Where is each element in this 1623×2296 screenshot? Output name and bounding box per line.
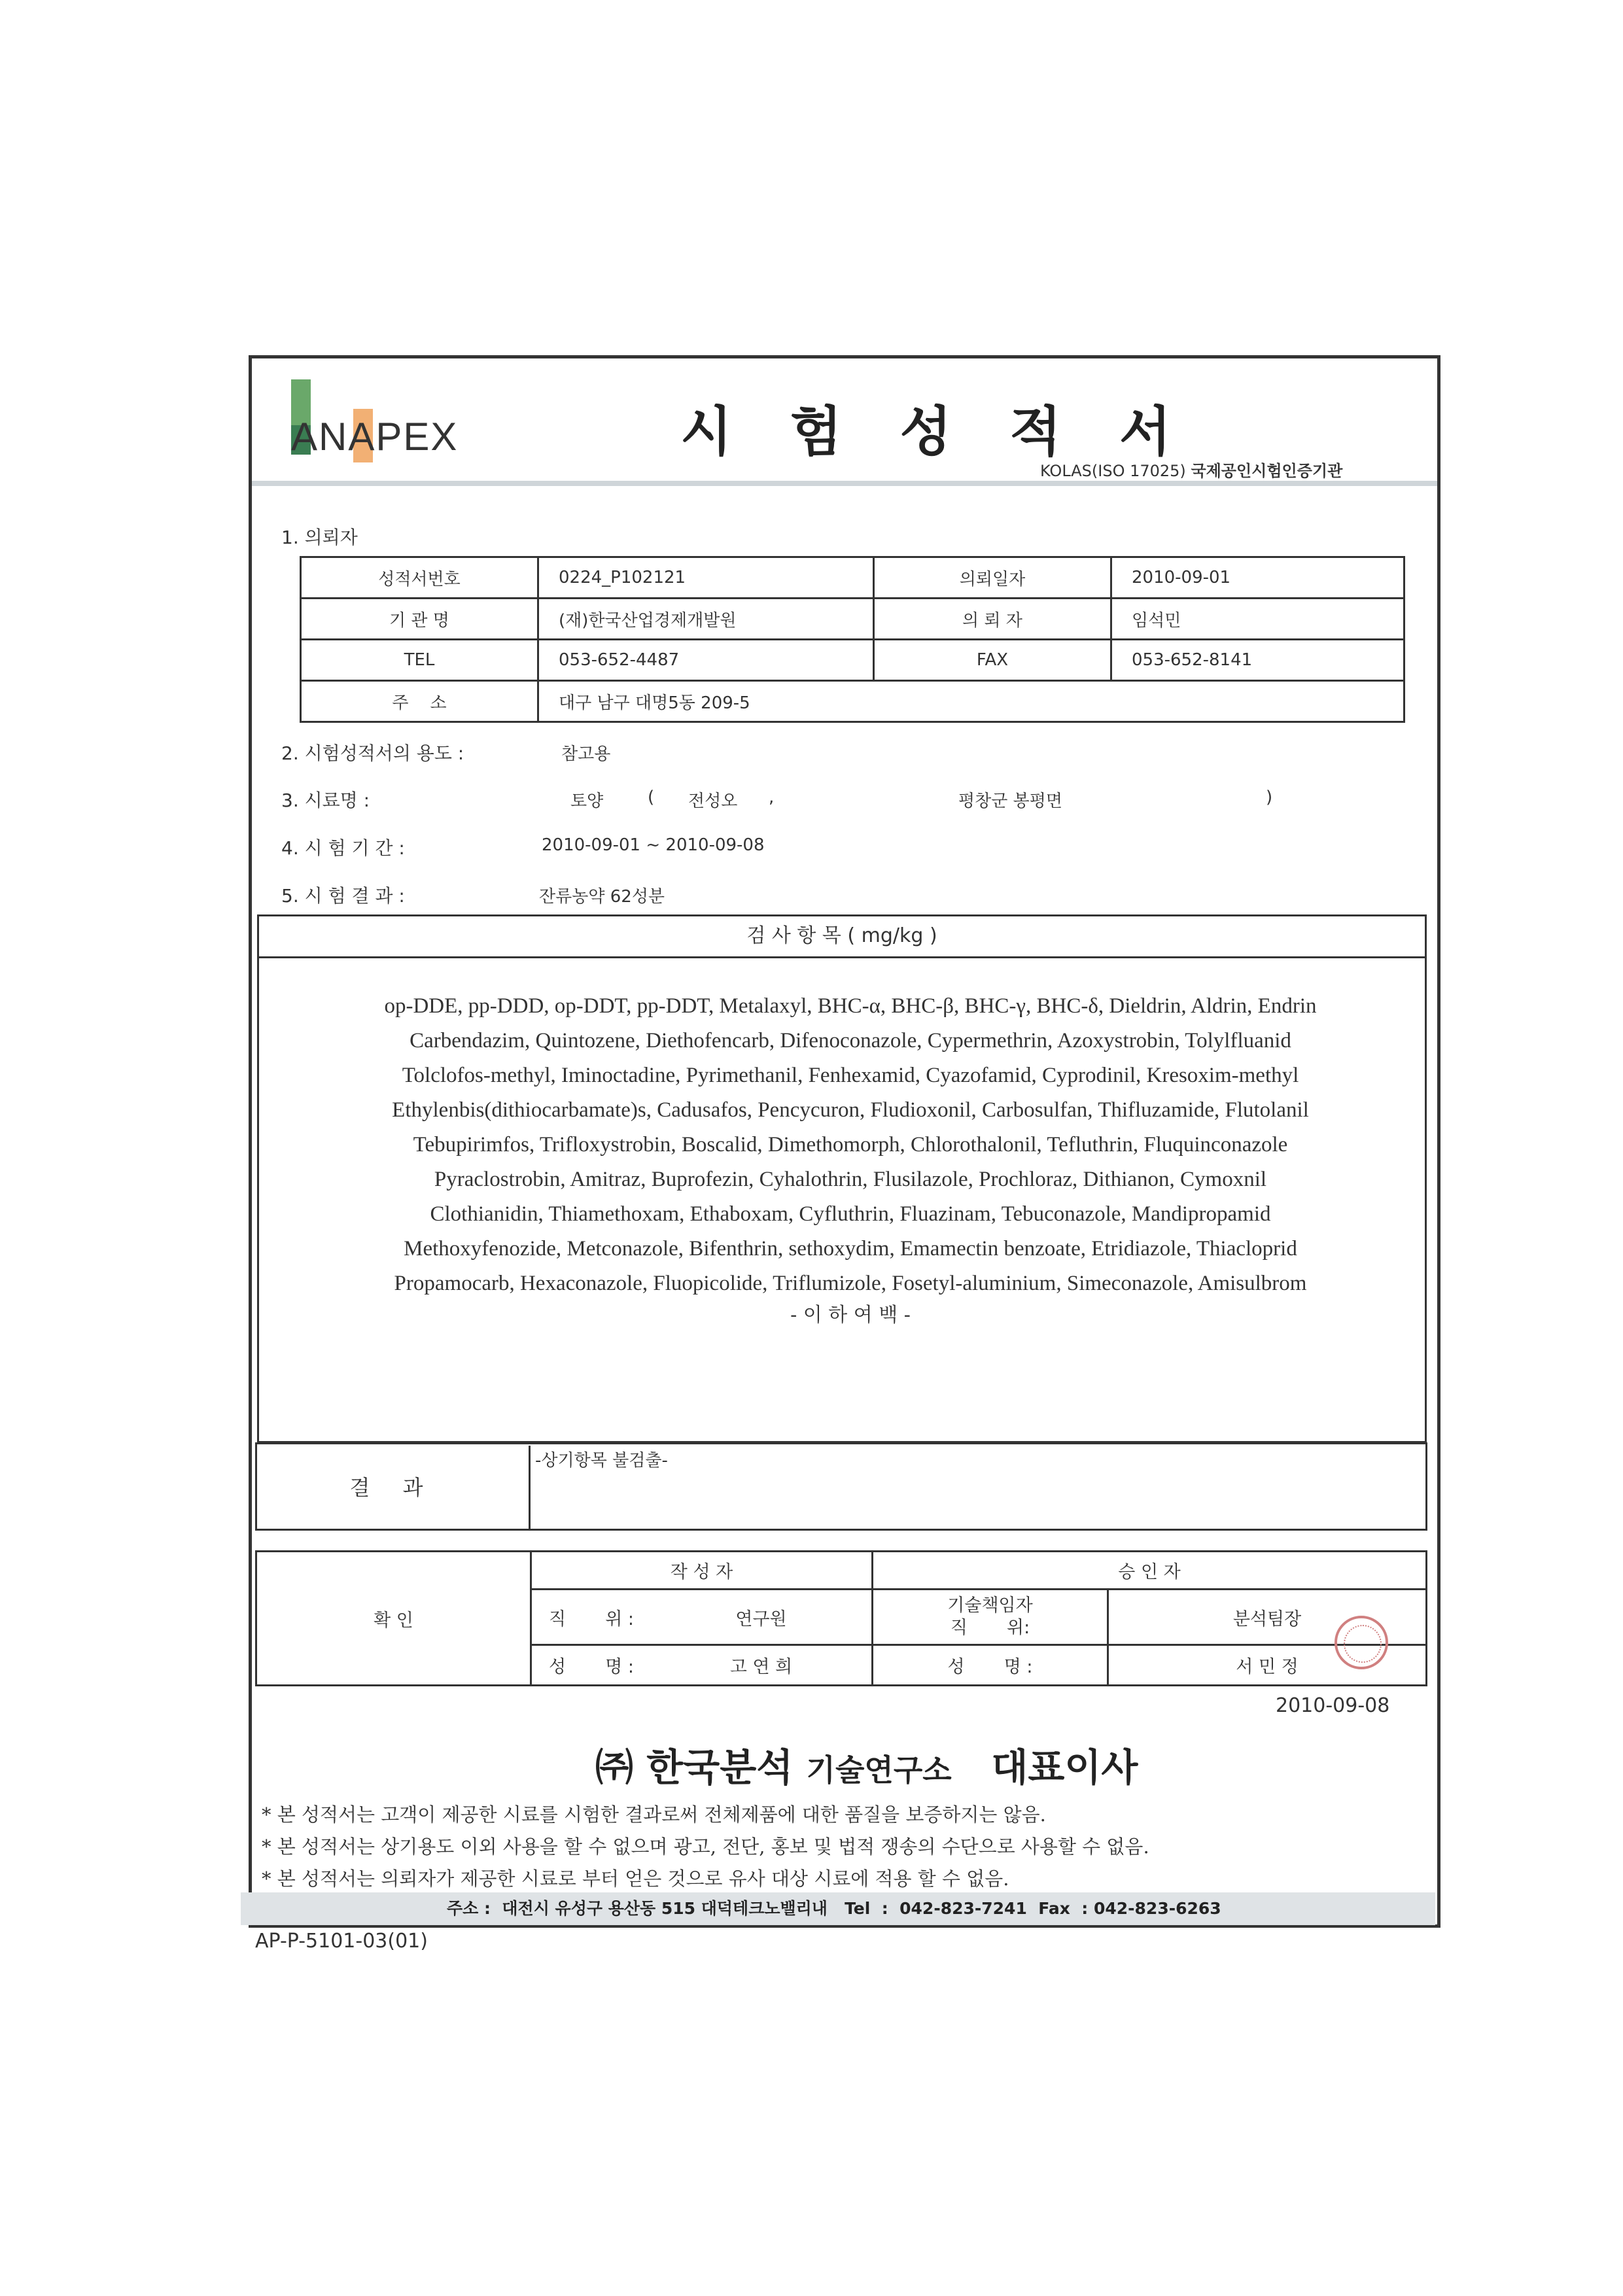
approver-position-label: 기술책임자 직 위: — [873, 1590, 1108, 1645]
analyte-line: Carbendazim, Quintozene, Diethofencarb, Difenoconazole, Cypermethrin, Azoxystrobin, Tolylfluanid — [410, 1029, 1291, 1052]
analyte-line: Clothianidin, Thiamethoxam, Ethaboxam, Cyfluthrin, Fluazinam, Tebuconazole, Mandipropamid — [430, 1202, 1271, 1226]
report-number-value: 0224_P102121 — [538, 557, 874, 599]
author-position-label: 직 위 : — [531, 1590, 652, 1645]
footer-address: 주소 : 대전시 유성구 용산동 515 대덕테크노밸리내 Tel : 042-823-7241 Fax : 042-823-6263 — [447, 1899, 1221, 1918]
analyte-line: Tolclofos-methyl, Iminoctadine, Pyrimethanil, Fenhexamid, Cyazofamid, Cyprodinil, Kresoxim-methyl — [402, 1064, 1299, 1087]
anapex-logo — [291, 379, 487, 464]
section-purpose-value: 참고용 — [561, 744, 611, 764]
author-name-label: 성 명 : — [531, 1645, 652, 1686]
request-date-value: 2010-09-01 — [1111, 557, 1405, 599]
section-period-value: 2010-09-01 ~ 2010-09-08 — [542, 835, 765, 855]
address-value: 대구 남구 대명5동 209-5 — [538, 681, 1405, 722]
table-row — [301, 681, 1405, 722]
approver-header: 승 인 자 — [873, 1552, 1427, 1590]
org-name-value: (재)한국산업경제개발원 — [538, 599, 874, 640]
org-name-label: 기 관 명 — [301, 599, 538, 640]
client-info-table — [300, 556, 1405, 723]
document-title: 시 험 성 적 서 — [680, 401, 1191, 463]
analyte-line: Methoxyfenozide, Metconazole, Bifenthrin, sethoxydim, Emamectin benzoate, Etridiazole, Thiacloprid — [404, 1237, 1297, 1261]
sample-type: 토양 — [570, 791, 604, 811]
tel-value: 053-652-4487 — [538, 640, 874, 681]
disclaimer-line: * 본 성적서는 고객이 제공한 시료를 시험한 결과로써 전체제품에 대한 품질을 보증하지는 않음. — [262, 1803, 1046, 1826]
sample-location: 평창군 봉평면 — [958, 791, 1062, 811]
company-signature: ㈜ 한국분석 기술연구소 대표이사 — [595, 1745, 1138, 1790]
test-items-header: 검 사 항 목 ( mg/kg ) — [257, 916, 1427, 958]
analyte-line: Propamocarb, Hexaconazole, Fluopicolide, Triflumizole, Fosetyl-aluminium, Simeconazole, Amisulbrom — [394, 1272, 1307, 1295]
section-result-value: 잔류농약 62성분 — [539, 887, 665, 907]
footer-address-bar — [241, 1892, 1435, 1925]
sample-paren-open: ( — [648, 788, 655, 807]
section-result-label: 5. 시 험 결 과 : — [281, 885, 405, 907]
author-position-value: 연구원 — [651, 1590, 873, 1645]
result-value: -상기항목 불검출- — [535, 1451, 668, 1470]
svg-text:ANAPEX: ANAPEX — [291, 415, 459, 459]
section-period-label: 4. 시 험 기 간 : — [281, 837, 405, 859]
analyte-list — [275, 989, 1426, 1330]
sample-comma: , — [769, 788, 775, 807]
tel-label: TEL — [301, 640, 538, 681]
fax-value: 053-652-8141 — [1111, 640, 1405, 681]
requester-label: 의 뢰 자 — [874, 599, 1111, 640]
analyte-line: op-DDE, pp-DDD, op-DDT, pp-DDT, Metalaxyl, BHC-α, BHC-β, BHC-γ, BHC-δ, Dieldrin, Aldrin, Endrin — [384, 994, 1317, 1018]
request-date-label: 의뢰일자 — [874, 557, 1111, 599]
author-header: 작 성 자 — [531, 1552, 873, 1590]
end-mark: - 이 하 여 백 - — [790, 1304, 911, 1327]
table-row — [301, 557, 1405, 599]
accreditation-label: KOLAS(ISO 17025) 국제공인시험인증기관 — [1040, 462, 1343, 480]
section-purpose-label: 2. 시험성적서의 용도 : — [281, 742, 464, 764]
disclaimer-notes — [262, 1799, 1149, 1895]
analyte-line: Pyraclostrobin, Amitraz, Buprofezin, Cyhalothrin, Flusilazole, Prochloraz, Dithianon, Cymoxnil — [434, 1168, 1267, 1191]
result-label: 결 과 — [257, 1446, 531, 1529]
analyte-line: Ethylenbis(dithiocarbamate)s, Cadusafos, Pencycuron, Fludioxonil, Carbosulfan, Thifluzamide, Flutolanil — [392, 1098, 1309, 1122]
table-row — [256, 1552, 1427, 1590]
issue-date: 2010-09-08 — [1276, 1694, 1390, 1717]
header-divider — [252, 481, 1437, 486]
analyte-line: Tebupirimfos, Trifloxystrobin, Boscalid, Dimethomorph, Chlorothalonil, Tefluthrin, Fluquinconazole — [413, 1133, 1288, 1157]
approver-position-value: 분석팀장 — [1108, 1590, 1427, 1645]
section-sample-label: 3. 시료명 : — [281, 790, 370, 811]
requester-value: 임석민 — [1111, 599, 1405, 640]
approver-name-label: 성 명 : — [873, 1645, 1108, 1686]
document-number: AP-P-5101-03(01) — [255, 1930, 428, 1953]
section-client-label: 1. 의뢰자 — [281, 527, 358, 548]
confirm-label: 확 인 — [256, 1552, 531, 1686]
address-label: 주 소 — [301, 681, 538, 722]
table-row — [301, 640, 1405, 681]
approver-name-value: 서 민 정 — [1108, 1645, 1427, 1686]
sample-owner: 전성오 — [688, 791, 738, 811]
sample-paren-close: ) — [1266, 788, 1273, 807]
fax-label: FAX — [874, 640, 1111, 681]
disclaimer-line: * 본 성적서는 상기용도 이외 사용을 할 수 없으며 광고, 전단, 홍보 및 법적 쟁송의 수단으로 사용할 수 없음. — [262, 1835, 1149, 1858]
confirmation-table — [255, 1550, 1427, 1686]
approval-seal-icon — [1335, 1616, 1388, 1669]
author-name-value: 고 연 희 — [651, 1645, 873, 1686]
disclaimer-line: * 본 성적서는 의뢰자가 제공한 시료로 부터 얻은 것으로 유사 대상 시료에 적용 할 수 없음. — [262, 1868, 1009, 1890]
table-row — [301, 599, 1405, 640]
report-number-label: 성적서번호 — [301, 557, 538, 599]
